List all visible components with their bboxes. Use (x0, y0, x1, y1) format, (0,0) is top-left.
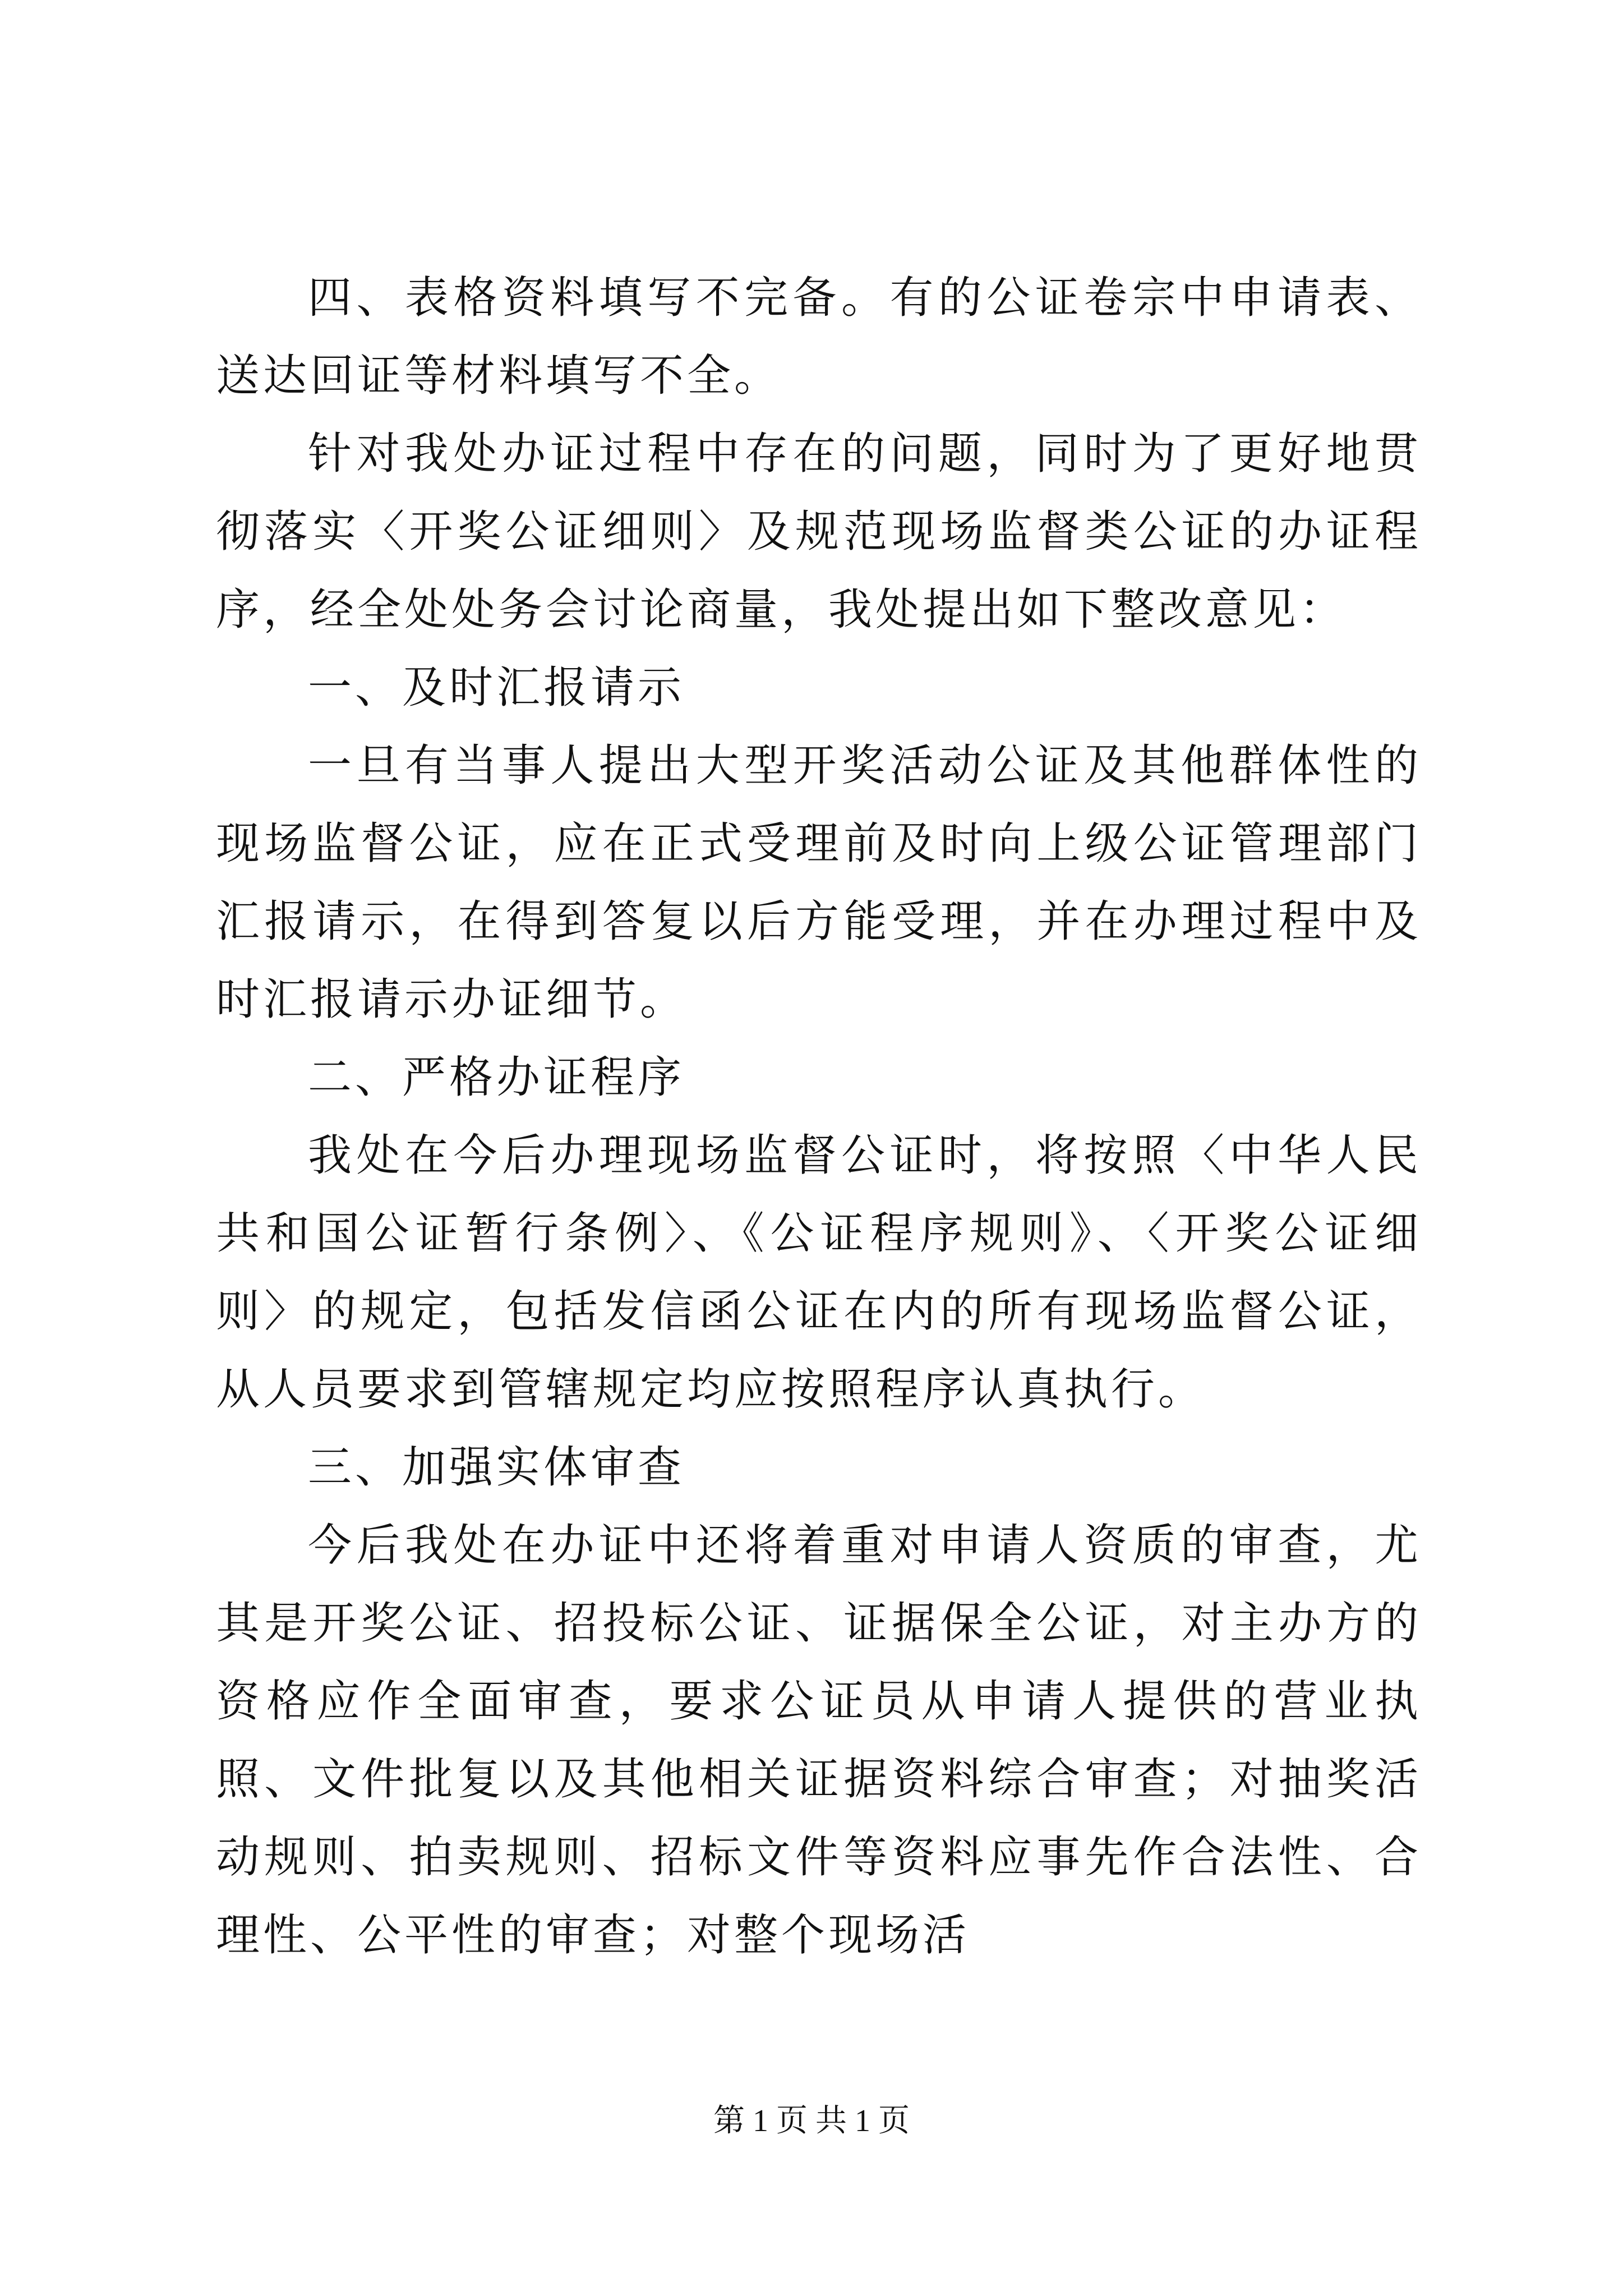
paragraph-rectification-intro: 针对我处办证过程中存在的问题，同时为了更好地贯彻落实〈开奖公证细则〉及规范现场监督类公证的办证程序，经全处处务会讨论商量，我处提出如下整改意见： (216, 429, 1422, 635)
heading-substantive-review: 三、加强实体审查 (308, 1442, 685, 1493)
heading-strict-procedure: 二、严格办证程序 (308, 1052, 685, 1103)
heading-report-timely: 一、及时汇报请示 (308, 662, 685, 713)
page-indicator: 第 1 页 共 1 页 (713, 2104, 910, 2138)
page-footer (0, 2101, 1623, 2141)
paragraph-substantive-review: 今后我处在办证中还将着重对申请人资质的审查，尤其是开奖公证、招投标公证、证据保全公证，对主办方的资格应作全面审查，要求公证员从申请人提供的营业执照、文件批复以及其他相关证据资料综合审查；对抽奖活动规则、拍卖规则、招标文件等资料应事先作合法性、合理性、公平性的审查；对整个现场活 (216, 1520, 1422, 1961)
paragraph-form-incomplete: 四、表格资料填写不完备。有的公证卷宗中申请表、送达回证等材料填写不全。 (216, 273, 1422, 401)
paragraph-report-timely: 一旦有当事人提出大型开奖活动公证及其他群体性的现场监督公证，应在正式受理前及时向上级公证管理部门汇报请示，在得到答复以后方能受理，并在办理过程中及时汇报请示办证细节。 (216, 740, 1422, 1025)
paragraph-strict-procedure: 我处在今后办理现场监督公证时，将按照〈中华人民共和国公证暂行条例〉、《公证程序规则》、〈开奖公证细则〉的规定，包括发信函公证在内的所有现场监督公证，从人员要求到管辖规定均应按照程序认真执行。 (216, 1130, 1422, 1415)
document-body (216, 259, 1422, 1975)
